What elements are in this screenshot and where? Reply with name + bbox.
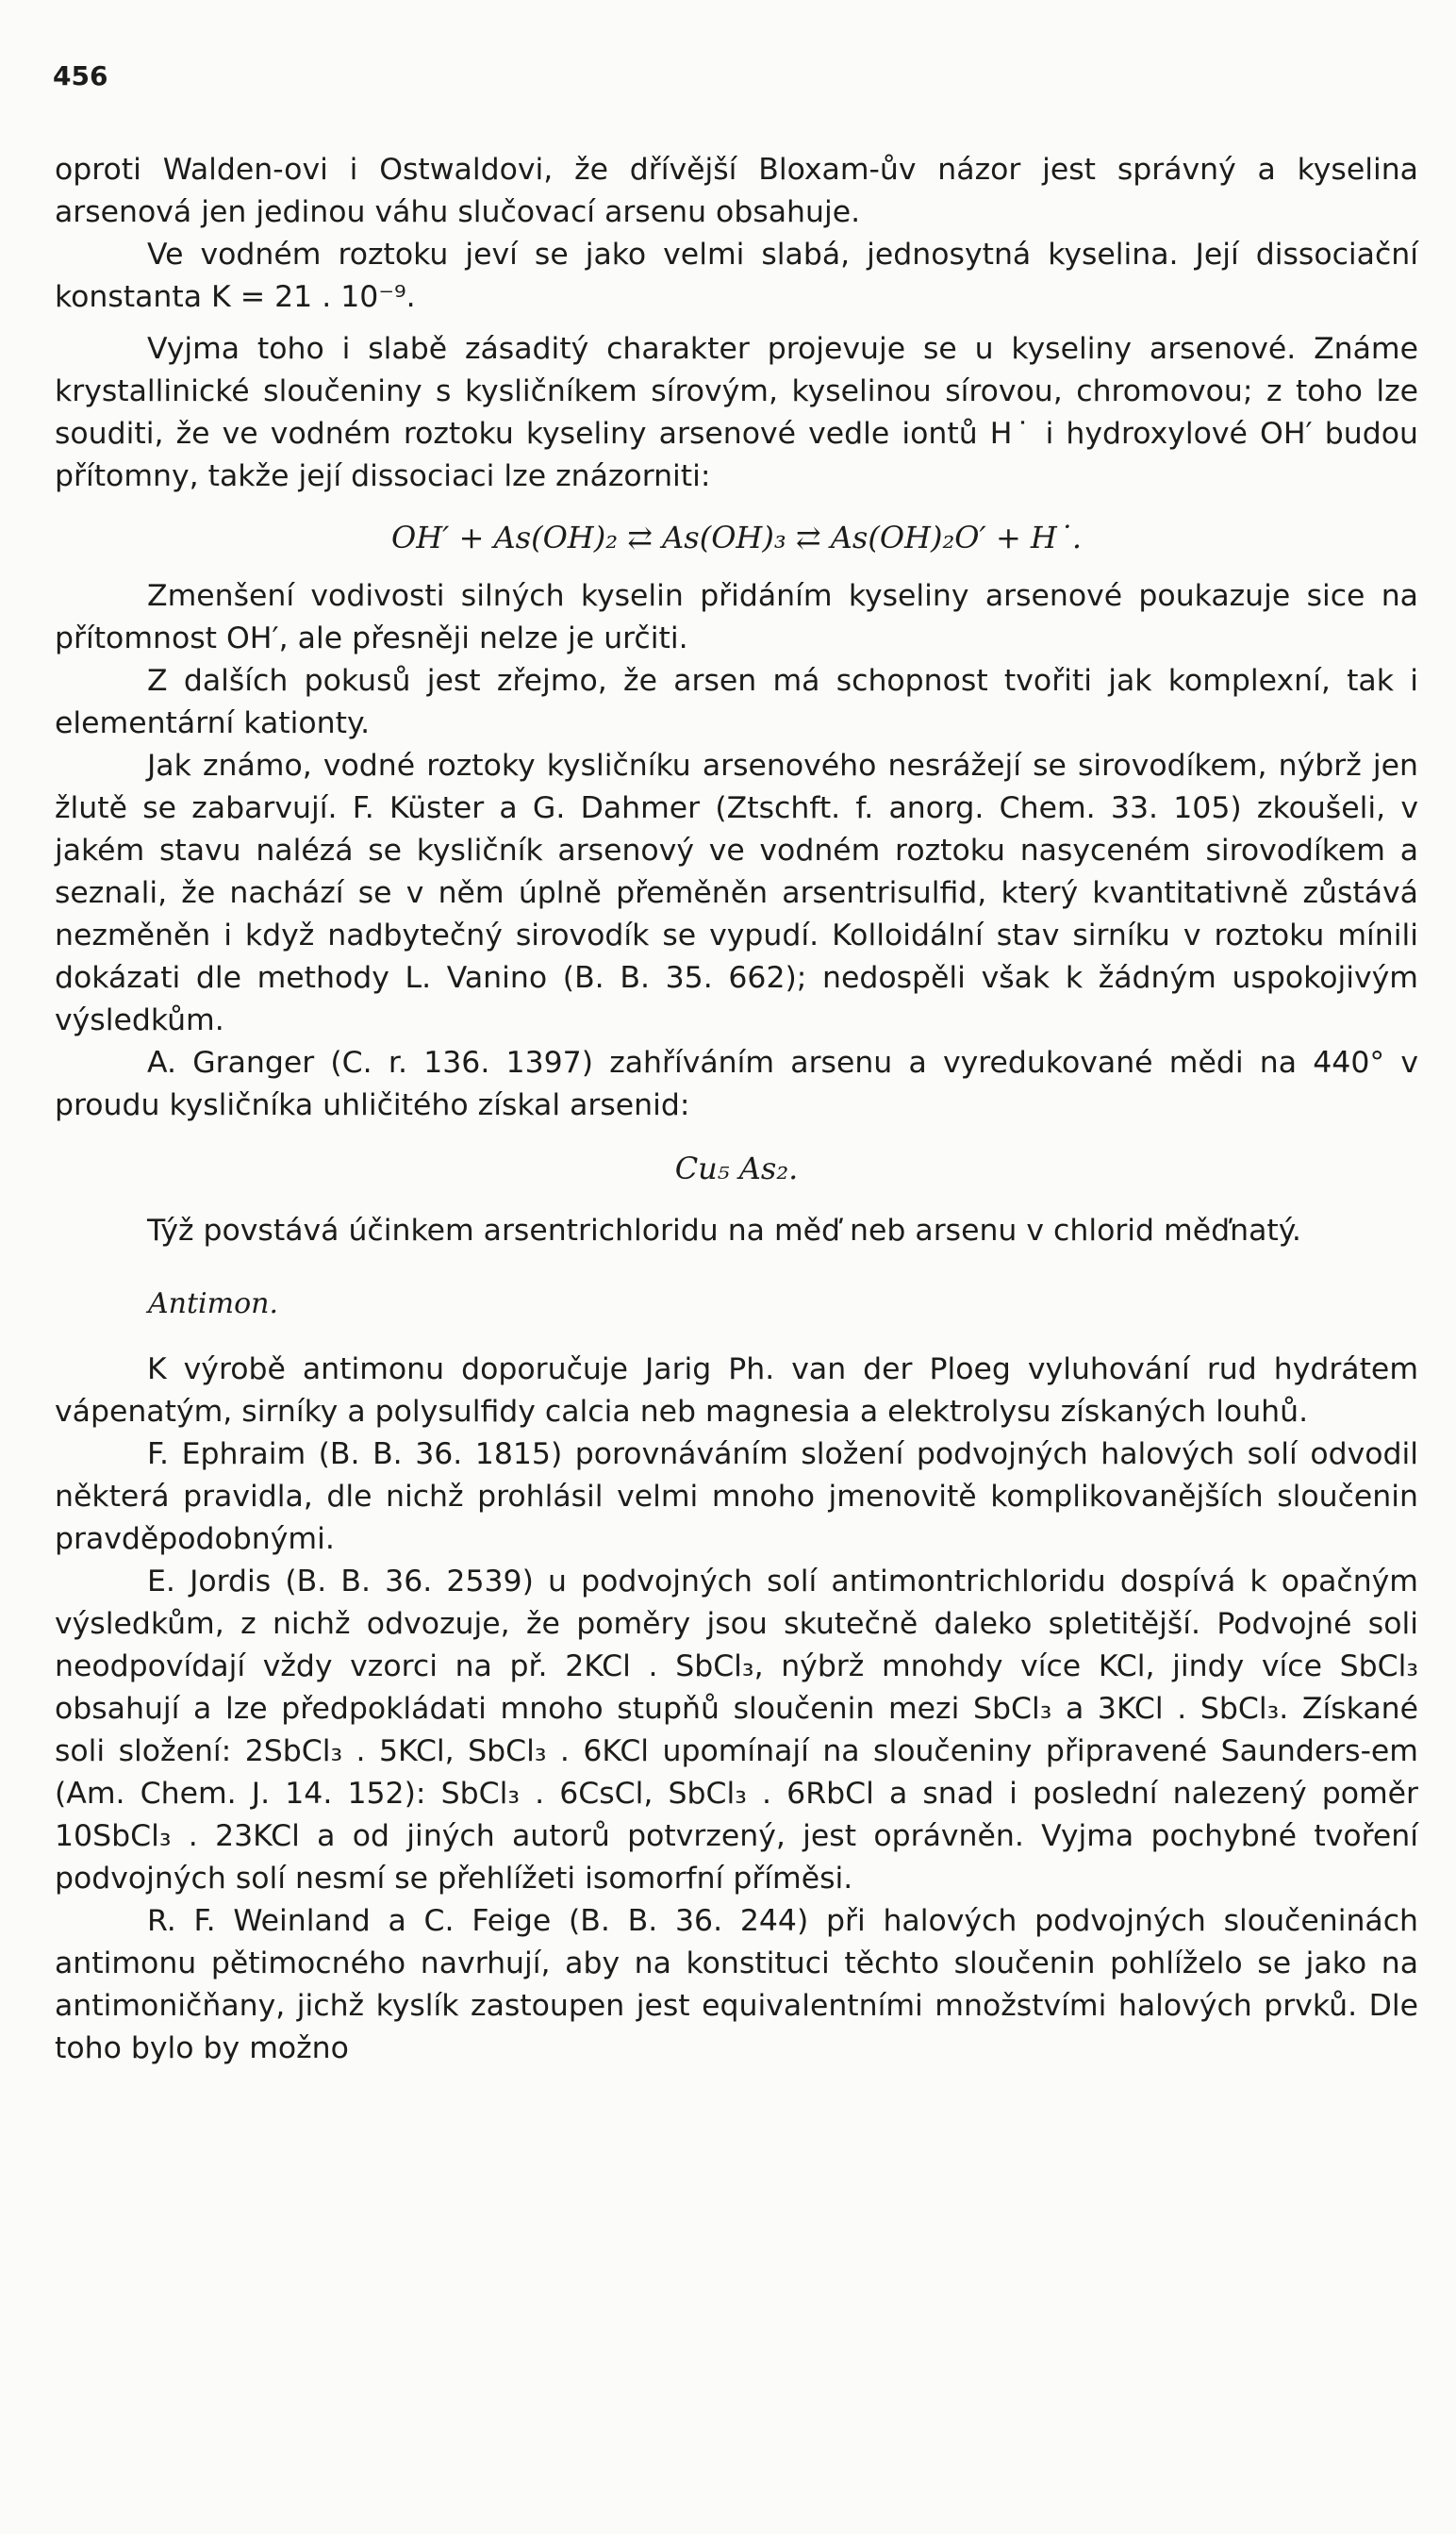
paragraph-4: Zmenšení vodivosti silných kyselin přidáním kyseliny arsenové poukazuje sice na přítomnost OH′, ale přesněji nelze je určiti. xyxy=(55,579,1418,655)
paragraph-8: Týž povstává účinkem arsentrichloridu na měď neb arsenu v chlorid měďnatý. xyxy=(147,1214,1301,1248)
body-text xyxy=(55,149,1418,2070)
paragraph-2: Ve vodném roztoku jeví se jako velmi slabá, jednosytná kyselina. Její dissociační konstanta K = 21 . 10⁻⁹. xyxy=(55,238,1418,314)
paragraph-9: K výrobě antimonu doporučuje Jarig Ph. van der Ploeg vyluhování rud hydrátem vápenatým, sirníky a polysulfidy calcia neb magnesia a elektrolysu získaných louhů. xyxy=(55,1352,1418,1429)
paragraph-5: Z dalších pokusů jest zřejmo, že arsen má schopnost tvořiti jak komplexní, tak i elementární kationty. xyxy=(55,664,1418,740)
formula-arsenide: Cu₅ As₂. xyxy=(674,1151,799,1186)
paragraph-10: F. Ephraim (B. B. 36. 1815) porovnáváním složení podvojných halových solí odvodil některá pravidla, dle nichž prohlásil velmi mnoho jmenovitě komplikovanějších sloučenin pravděpodobnými. xyxy=(55,1437,1418,1556)
formula-dissociation: OH′ + As(OH)₂ ⇄ As(OH)₃ ⇄ As(OH)₂O′ + H˙. xyxy=(390,520,1082,555)
section-heading-antimon: Antimon. xyxy=(148,1287,279,1320)
paragraph-6: Jak známo, vodné roztoky kysličníku arsenového nesrážejí se sirovodíkem, nýbrž jen žlutě se zabarvují. F. Küster a G. Dahmer (Ztschft. f. anorg. Chem. 33. 105) zkoušeli, v jakém stavu nalézá se kysličník arsenový ve vodném roztoku nasyceném sirovodíkem a seznali, že nachází se v něm úplně přeměněn arsentrisulfid, který kvantitativně zůstává nezměněn i když nadbytečný sirovodík se vypudí. Kolloidální stav sirníku v roztoku mínili dokázati dle methody L. Vanino (B. B. 35. 662); nedospěli však k žádným uspokojivým výsledkům. xyxy=(55,749,1418,1037)
paragraph-12: R. F. Weinland a C. Feige (B. B. 36. 244) při halových podvojných sloučeninách antimonu pětimocného navrhují, aby na konstituci těchto sloučenin pohlíželo se jako na antimoničňany, jichž kyslík zastoupen jest equivalentními množstvími halových prvků. Dle toho bylo by možno xyxy=(55,1904,1418,2065)
paragraph-11: E. Jordis (B. B. 36. 2539) u podvojných solí antimontrichloridu dospívá k opačným výsledkům, z nichž odvozuje, že poměry jsou skutečně daleko spletitější. Podvojné soli neodpovídají vždy vzorci na př. 2KCl . SbCl₃, nýbrž mnohdy více KCl, jindy více SbCl₃ obsahují a lze předpokládati mnoho stupňů sloučenin mezi SbCl₃ a 3KCl . SbCl₃. Získané soli složení: 2SbCl₃ . 5KCl, SbCl₃ . 6KCl upomínají na sloučeniny připravené Saunders-em (Am. Chem. J. 14. 152): SbCl₃ . 6CsCl, SbCl₃ . 6RbCl a snad i poslední nalezený poměr 10SbCl₃ . 23KCl a od jiných autorů potvrzený, jest oprávněn. Vyjma pochybné tvoření podvojných solí nesmí se přehlížeti isomorfní příměsi. xyxy=(55,1565,1418,1896)
page-number: 456 xyxy=(53,60,108,91)
paragraph-3: Vyjma toho i slabě zásaditý charakter projevuje se u kyseliny arsenové. Známe krystallinické sloučeniny s kysličníkem sírovým, kyselinou sírovou, chromovou; z toho lze souditi, že ve vodném roztoku kyseliny arsenové vedle iontů H˙ i hydroxylové OH′ budou přítomny, takže její dissociaci lze znázorniti: xyxy=(55,332,1418,493)
paragraph-7: A. Granger (C. r. 136. 1397) zahříváním arsenu a vyredukované mědi na 440° v proudu kysličníka uhličitého získal arsenid: xyxy=(55,1046,1418,1122)
paragraph-1: oproti Walden-ovi i Ostwaldovi, že dřívější Bloxam-ův názor jest správný a kyselina arsenová jen jedinou váhu slučovací arsenu obsahuje. xyxy=(55,153,1418,229)
